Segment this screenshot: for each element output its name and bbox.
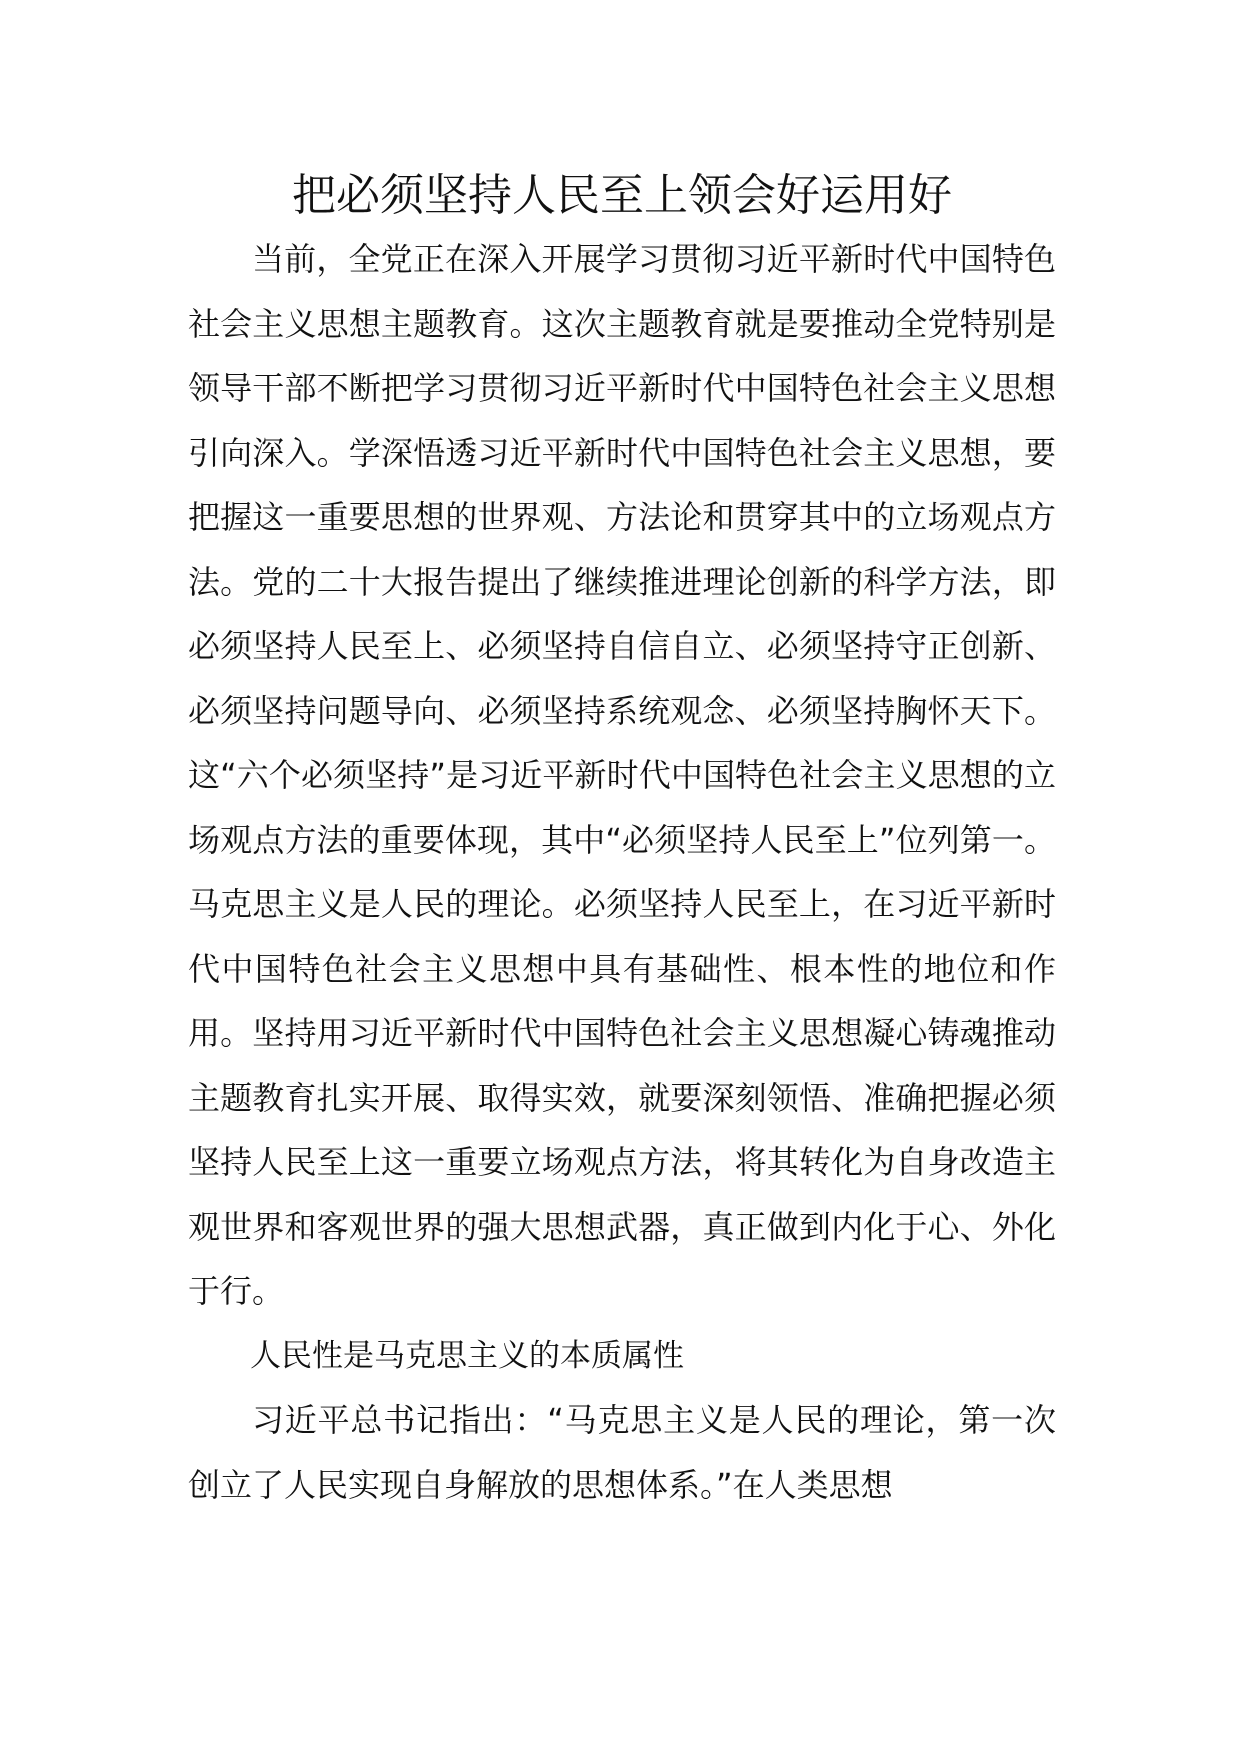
- section-subheading: 人民性是马克思主义的本质属性: [250, 1337, 684, 1374]
- body-paragraph: 当前，全党正在深入开展学习贯彻习近平新时代中国特色社会主义思想主题教育。这次主题教育就是要推动全党特别是领导干部不断把学习贯彻习近平新时代中国特色社会主义思想引向深入。学深悟透习近平新时代中国特色社会主义思想，要把握这一重要思想的世界观、方法论和贯穿其中的立场观点方法。党的二十大报告提出了继续推进理论创新的科学方法，即必须坚持人民至上、必须坚持自信自立、必须坚持守正创新、必须坚持问题导向、必须坚持系统观念、必须坚持胸怀天下。这“六个必须坚持”是习近平新时代中国特色社会主义思想的立场观点方法的重要体现，其中“必须坚持人民至上”位列第一。马克思主义是人民的理论。必须坚持人民至上，在习近平新时代中国特色社会主义思想中具有基础性、根本性的地位和作用。坚持用习近平新时代中国特色社会主义思想凝心铸魂推动主题教育扎实开展、取得实效，就要深刻领悟、准确把握必须坚持人民至上这一重要立场观点方法，将其转化为自身改造主观世界和客观世界的强大思想武器，真正做到内化于心、外化于行。: [188, 240, 1056, 1310]
- body-paragraph: 习近平总书记指出：“马克思主义是人民的理论，第一次创立了人民实现自身解放的思想体系。”在人类思想: [188, 1401, 1056, 1504]
- document-page: [188, 165, 1056, 1517]
- document-title: 把必须坚持人民至上领会好运用好: [292, 170, 952, 221]
